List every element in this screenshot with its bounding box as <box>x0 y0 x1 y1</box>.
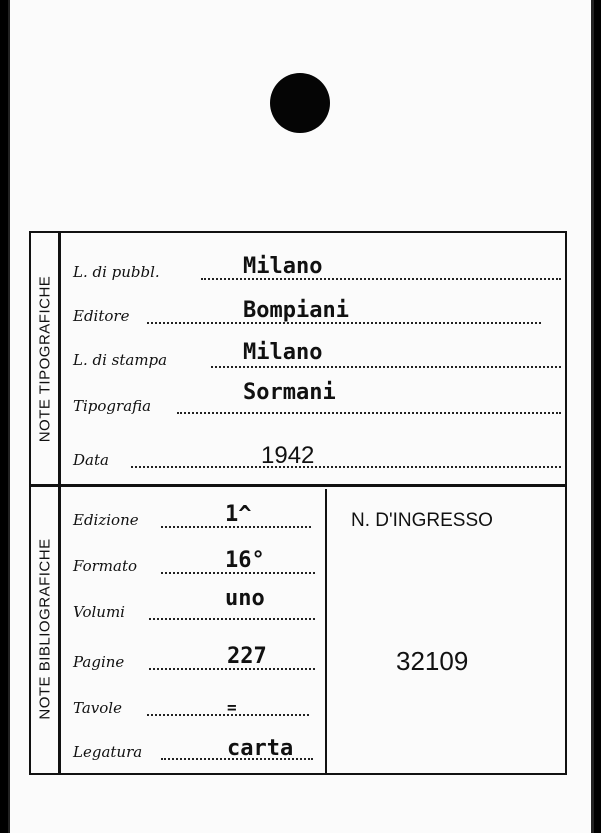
format-label: Formato <box>73 557 138 575</box>
catalog-card <box>8 0 594 833</box>
volumes-label: Volumi <box>73 603 125 621</box>
pages-label: Pagine <box>73 653 125 671</box>
field-edition <box>73 503 311 533</box>
date-value: 1942 <box>261 442 315 469</box>
typographic-band <box>31 233 61 484</box>
accession-number: 32109 <box>396 646 469 676</box>
publisher-value: Bompiani <box>243 298 349 323</box>
plates-label: Tavole <box>73 699 122 717</box>
accession-label: N. D'INGRESSO <box>351 510 493 531</box>
pub-place-value: Milano <box>243 254 323 279</box>
pages-value: 227 <box>227 644 267 669</box>
field-format <box>73 549 315 579</box>
print-place-value: Milano <box>243 340 323 365</box>
field-date <box>73 443 561 473</box>
field-publisher <box>73 299 541 329</box>
punch-hole <box>270 73 330 133</box>
binding-value: carta <box>227 736 294 761</box>
publisher-label: Editore <box>73 307 130 325</box>
typographic-section-label: NOTE TIPOGRAFICHE <box>36 275 53 442</box>
format-value: 16° <box>225 548 265 573</box>
printer-value: Sormani <box>243 380 336 405</box>
pub-place-label: L. di pubbl. <box>73 263 160 281</box>
section-divider <box>31 484 565 487</box>
dotted-line <box>211 366 561 368</box>
field-pages <box>73 645 315 675</box>
edition-value: 1^ <box>225 502 252 527</box>
dotted-line <box>131 466 561 468</box>
printer-label: Tipografia <box>73 397 152 415</box>
plates-value: = <box>227 698 237 717</box>
bibliographic-section-label: NOTE BIBLIOGRAFICHE <box>36 537 53 720</box>
bibliographic-band <box>31 484 61 773</box>
binding-label: Legatura <box>73 743 143 761</box>
field-volumes <box>73 586 315 625</box>
card-form <box>29 231 567 775</box>
edition-label: Edizione <box>73 511 139 529</box>
dotted-line <box>149 618 315 620</box>
volumes-value: uno <box>225 586 265 611</box>
print-place-label: L. di stampa <box>73 351 168 369</box>
field-printer <box>73 380 561 419</box>
field-binding <box>73 735 313 765</box>
field-print-place <box>73 340 561 373</box>
dotted-line <box>177 412 561 414</box>
field-plates <box>73 691 309 721</box>
field-pub-place <box>73 255 561 285</box>
column-divider <box>325 489 327 773</box>
date-label: Data <box>73 451 109 469</box>
